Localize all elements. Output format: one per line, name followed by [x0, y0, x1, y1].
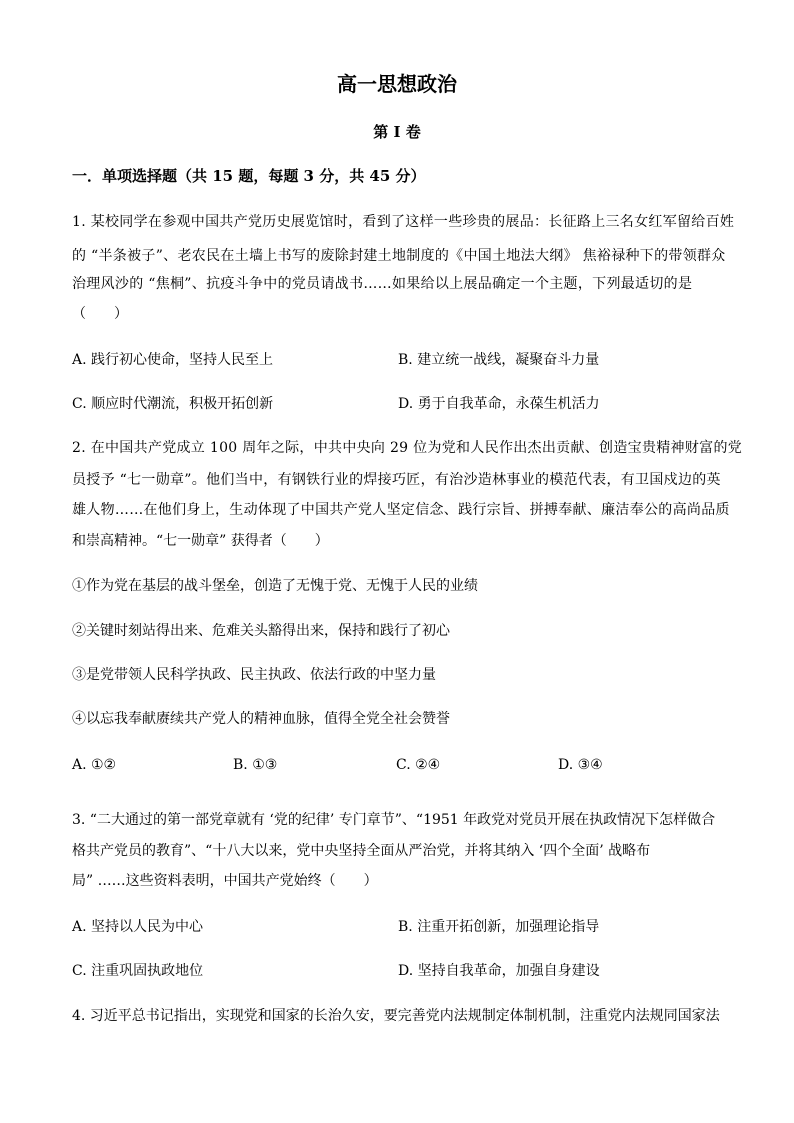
q1-option-d: D. 勇于自我革命，永葆生机活力	[398, 396, 600, 412]
q2-option-c: C. ②④	[396, 757, 441, 773]
q3-option-c: C. 注重巩固执政地位	[72, 963, 204, 979]
q2-stem-line-2: 员授予 “七一勋章”。他们当中，有钢铁行业的焊接巧匠，有治沙造林事业的模范代表，有卫国戍边的英	[72, 472, 721, 488]
q2-stem-line-1: 2. 在中国共产党成立 100 周年之际，中共中央向 29 位为党和人民作出杰出贡献、创造宝贵精神财富的党	[72, 440, 743, 456]
section-subtitle: 第 I 卷	[373, 123, 421, 141]
section-heading: 一．单项选择题（共 15 题，每题 3 分，共 45 分）	[72, 167, 426, 185]
q1-stem-line-3: 治理风沙的 “焦桐”、抗疫斗争中的党员请战书……如果给以上展品确定一个主题，下列最适切的是	[72, 276, 693, 292]
q2-item-1: ①作为党在基层的战斗堡垒，创造了无愧于党、无愧于人民的业绩	[72, 578, 478, 594]
q2-stem-line-4: 和崇高精神。“七一勋章” 获得者（ ）	[72, 533, 329, 549]
q3-stem-line-3: 局” ……这些资料表明，中国共产党始终（ ）	[72, 873, 378, 889]
q3-option-b: B. 注重开拓创新，加强理论指导	[398, 919, 600, 935]
q1-option-c: C. 顺应时代潮流，积极开拓创新	[72, 396, 274, 412]
q1-stem-line-2: 的 “半条被子”、老农民在土墙上书写的废除封建土地制度的《中国土地法大纲》 焦裕禄种下的带领群众	[72, 248, 726, 264]
q1-option-a: A. 践行初心使命，坚持人民至上	[72, 352, 274, 368]
q2-option-a: A. ①②	[72, 757, 117, 773]
q3-option-a: A. 坚持以人民为中心	[72, 919, 204, 935]
q2-item-4: ④以忘我奉献赓续共产党人的精神血脉，值得全党全社会赞誉	[72, 711, 450, 727]
q2-option-b: B. ①③	[233, 757, 278, 773]
q3-option-d: D. 坚持自我革命，加强自身建设	[398, 963, 600, 979]
page-title: 高一思想政治	[337, 72, 457, 96]
q2-stem-line-3: 雄人物……在他们身上，生动体现了中国共产党人坚定信念、践行宗旨、拼搏奉献、廉洁奉公的高尚品质	[72, 502, 730, 518]
q2-item-2: ②关键时刻站得出来、危难关头豁得出来，保持和践行了初心	[72, 623, 450, 639]
q4-stem-line-1: 4. 习近平总书记指出，实现党和国家的长治久安，要完善党内法规制定体制机制，注重党内法规同国家法	[72, 1008, 720, 1024]
q1-stem-line-1: 1. 某校同学在参观中国共产党历史展览馆时，看到了这样一些珍贵的展品：长征路上三名女红军留给百姓	[72, 214, 735, 230]
q2-option-d: D. ③④	[558, 757, 603, 773]
q2-item-3: ③是党带领人民科学执政、民主执政、依法行政的中坚力量	[72, 667, 436, 683]
q1-option-b: B. 建立统一战线，凝聚奋斗力量	[398, 352, 600, 368]
q3-stem-line-2: 格共产党员的教育”、“十八大以来，党中央坚持全面从严治党，并将其纳入 ‘四个全面’ 战略布	[72, 843, 651, 859]
q3-stem-line-1: 3. “二大通过的第一部党章就有 ‘党的纪律’ 专门章节”、“1951 年政党对党员开展在执政情况下怎样做合	[72, 812, 716, 828]
q1-answer-blank: （ ）	[72, 306, 128, 322]
